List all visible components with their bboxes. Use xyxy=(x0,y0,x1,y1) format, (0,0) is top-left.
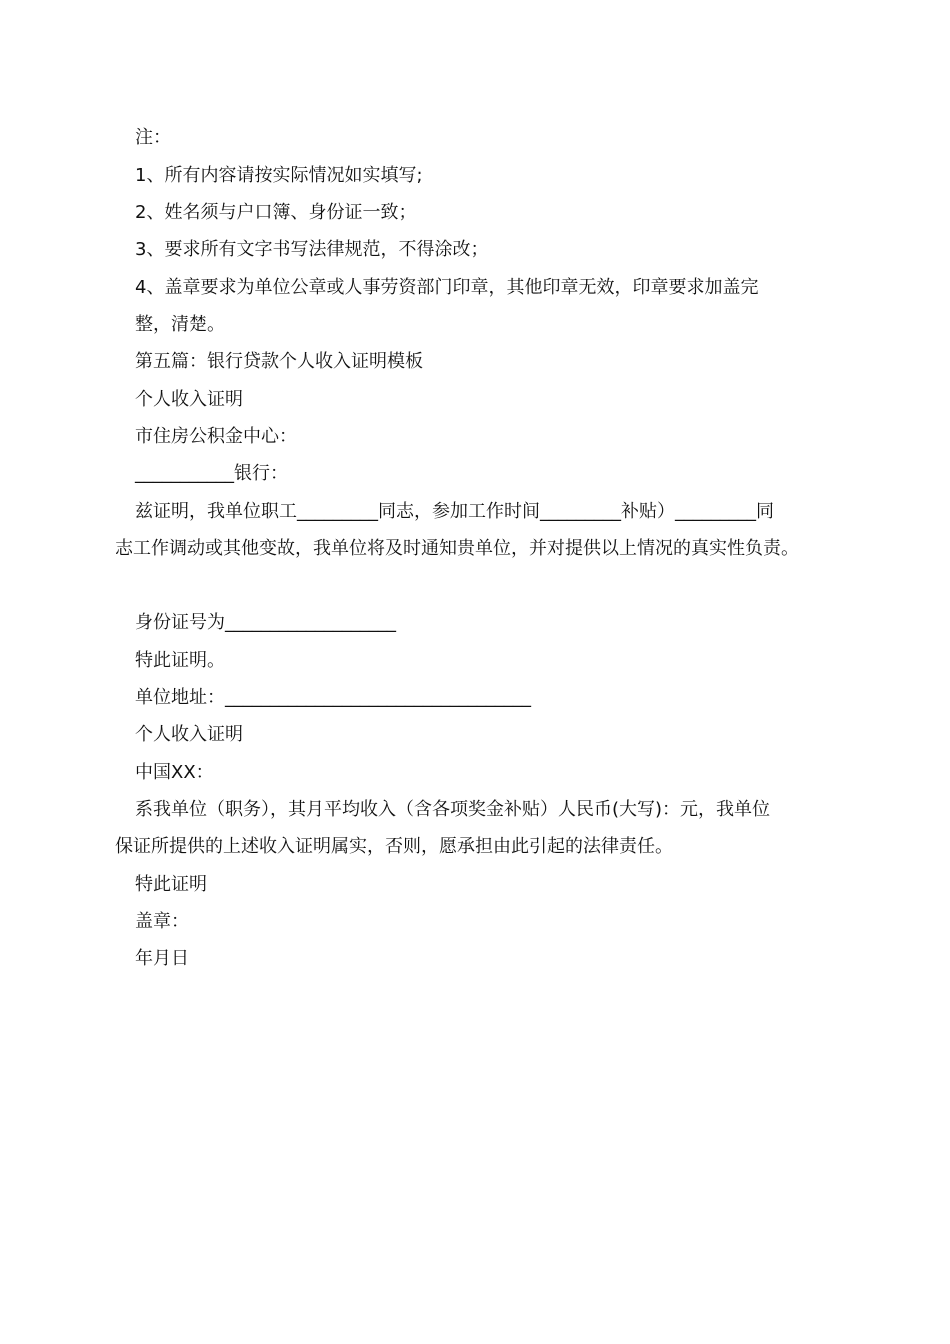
cert2-seal: 盖章： xyxy=(135,911,189,932)
cert2-title: 个人收入证明 xyxy=(135,724,243,745)
cert2-body-line-1: 系我单位（职务），其月平均收入（含各项奖金补贴）人民币(大写)：元，我单位 xyxy=(135,799,771,820)
chapter-title: 第五篇：银行贷款个人收入证明模板 xyxy=(135,351,423,372)
cert1-id-line: 身份证号为___________________ xyxy=(135,612,396,633)
cert1-body-line-2: 志工作调动或其他变故，我单位将及时通知贵单位，并对提供以上情况的真实性负责。 xyxy=(115,538,799,559)
note-item-1: 1、所有内容请按实际情况如实填写; xyxy=(135,165,423,186)
cert1-unit-address: 单位地址：__________________________________ xyxy=(135,687,531,708)
cert2-addressee: 中国XX： xyxy=(135,762,214,783)
cert1-addressee-1: 市住房公积金中心： xyxy=(135,426,297,447)
notes-heading: 注： xyxy=(135,127,171,148)
cert1-body-line-1: 兹证明，我单位职工_________同志，参加工作时间_________补贴）_________同 xyxy=(135,501,774,522)
cert1-addressee-2: ___________银行： xyxy=(135,463,288,484)
cert2-closing: 特此证明 xyxy=(135,874,207,895)
note-item-2: 2、姓名须与户口簿、身份证一致； xyxy=(135,202,417,223)
cert2-date: 年月日 xyxy=(135,948,189,969)
note-item-4-line-2: 整，清楚。 xyxy=(135,314,225,335)
note-item-3: 3、要求所有文字书写法律规范，不得涂改； xyxy=(135,239,489,260)
note-item-4-line-1: 4、盖章要求为单位公章或人事劳资部门印章，其他印章无效，印章要求加盖完 xyxy=(135,277,759,298)
cert2-body-line-2: 保证所提供的上述收入证明属实，否则，愿承担由此引起的法律责任。 xyxy=(115,836,673,857)
cert1-title: 个人收入证明 xyxy=(135,389,243,410)
cert1-closing: 特此证明。 xyxy=(135,650,225,671)
